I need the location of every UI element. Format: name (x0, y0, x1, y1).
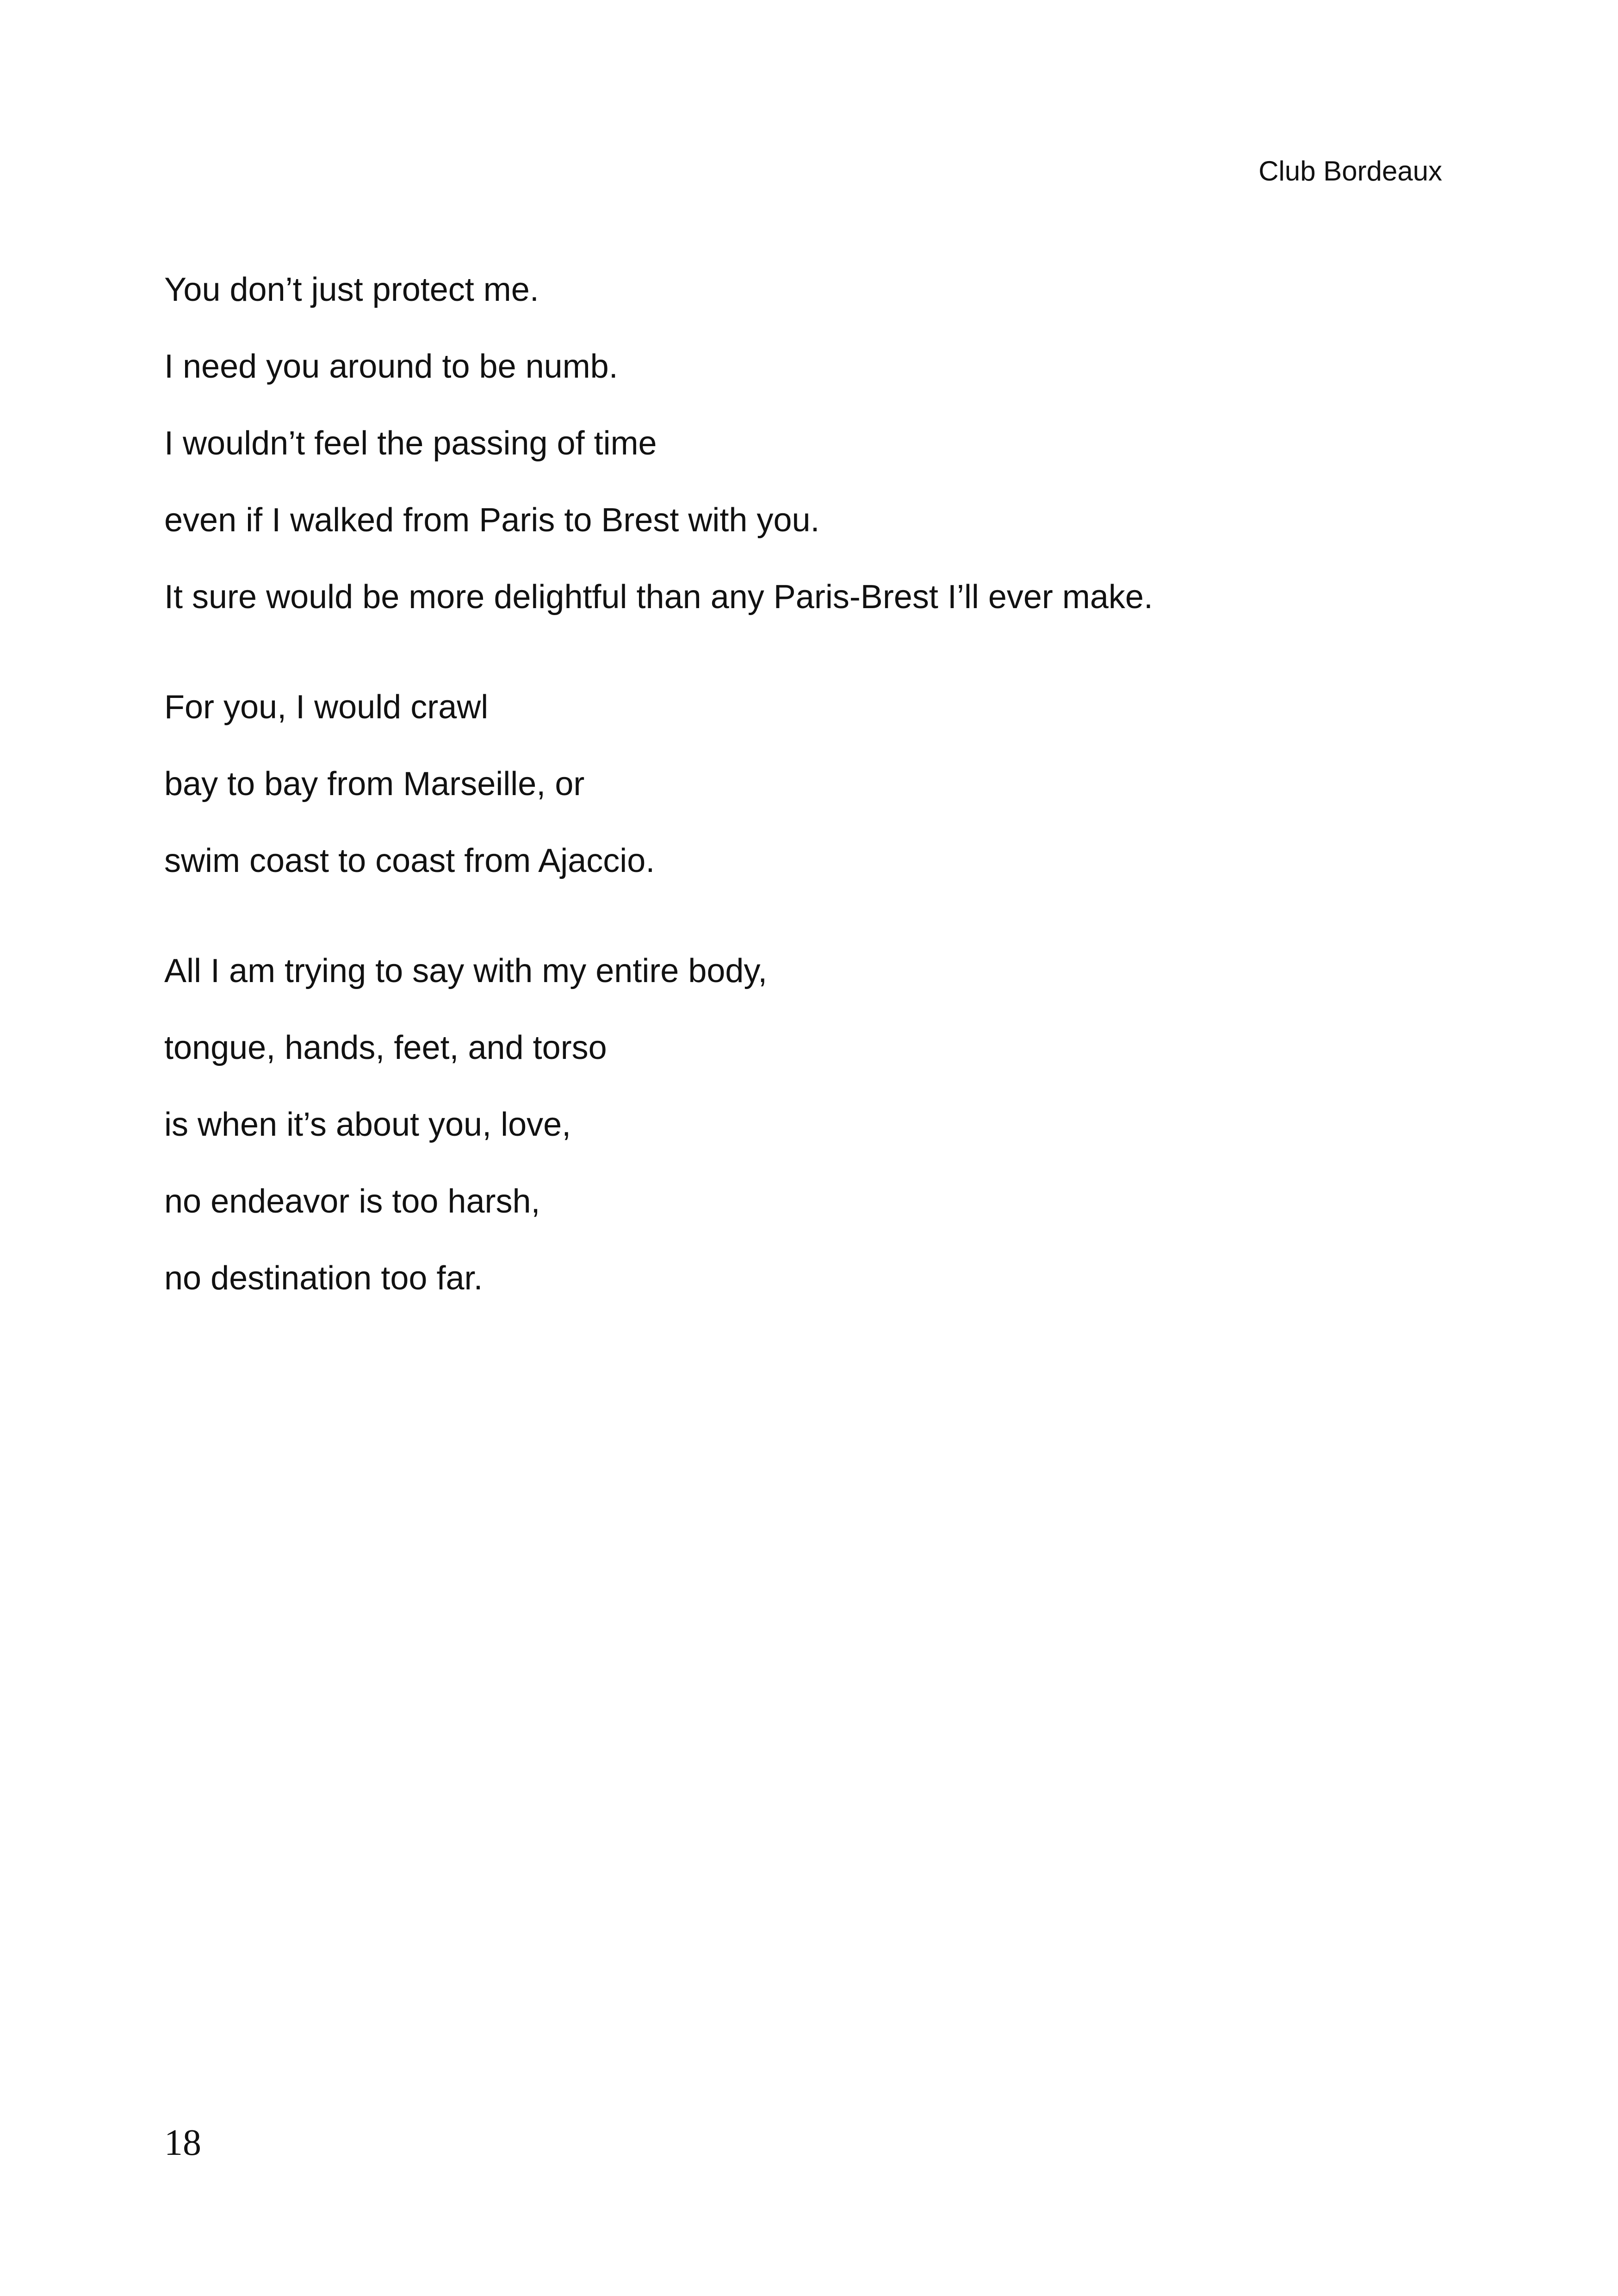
poem-line: bay to bay from Marseille, or (164, 765, 585, 803)
poem-line: no destination too far. (164, 1260, 483, 1297)
running-header: Club Bordeaux (1258, 156, 1442, 187)
poem-line: All I am trying to say with my entire body, (164, 952, 768, 989)
poem-line: is when it’s about you, love, (164, 1106, 571, 1143)
poem-line: For you, I would crawl (164, 689, 489, 726)
poem-line: no endeavor is too harsh, (164, 1183, 540, 1220)
poem-line: even if I walked from Paris to Brest with you. (164, 502, 820, 539)
poem-line: You don’t just protect me. (164, 271, 539, 308)
poem-line: I need you around to be numb. (164, 348, 618, 385)
page-number: 18 (164, 2122, 201, 2163)
stanza-2 (164, 691, 1441, 877)
poem-line: swim coast to coast from Ajaccio. (164, 842, 655, 879)
stanza-3 (164, 954, 1441, 1295)
stanza-1 (164, 273, 1441, 614)
poem-line: tongue, hands, feet, and torso (164, 1029, 607, 1066)
poem-line: I wouldn’t feel the passing of time (164, 425, 657, 462)
poem-line: It sure would be more delightful than any Paris-Brest I’ll ever make. (164, 579, 1153, 616)
poem-body (164, 273, 1441, 1295)
